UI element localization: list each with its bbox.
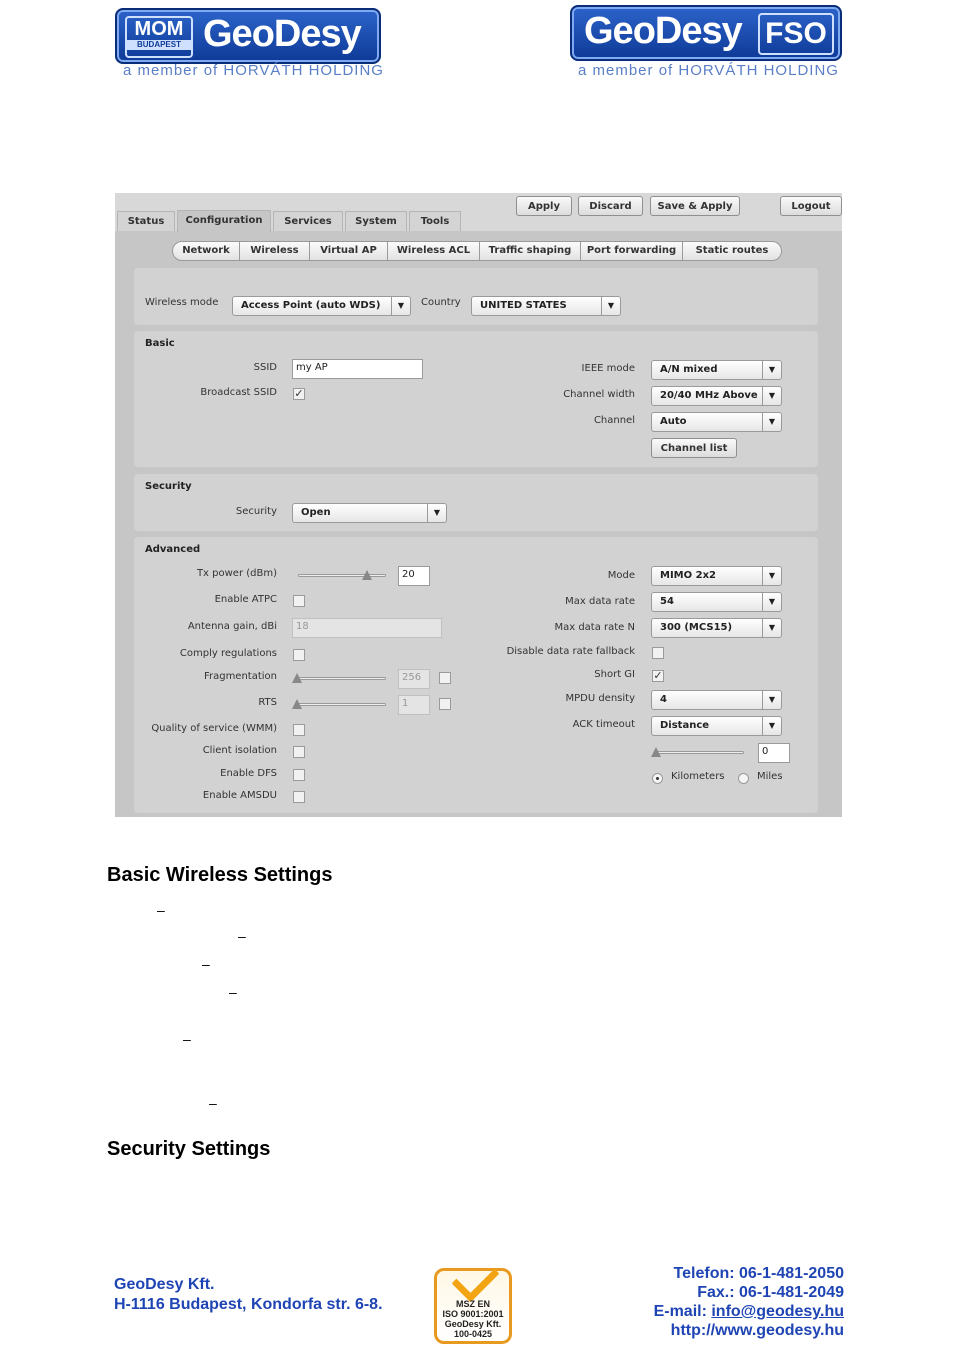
ack-timeout-label: ACK timeout [572, 719, 635, 730]
channel-width-label: Channel width [563, 389, 635, 400]
country-label: Country [421, 297, 461, 308]
geodesy-wordmark: GeoDesy [203, 13, 361, 55]
dash-item: – [183, 1031, 191, 1047]
distance-input[interactable]: 0 [758, 743, 790, 763]
antenna-gain-label: Antenna gain, dBi [187, 621, 277, 632]
chevron-down-icon: ▼ [762, 691, 781, 709]
channel-width-select[interactable]: 20/40 MHz Above ▼ [651, 386, 782, 406]
fragmentation-slider-thumb[interactable] [292, 673, 302, 683]
dash-item: – [229, 984, 237, 1000]
footer-email-link[interactable]: info@geodesy.hu [711, 1303, 844, 1320]
footer-address: H-1116 Budapest, Kondorfa str. 6-8. [114, 1296, 383, 1313]
chevron-down-icon: ▼ [427, 504, 446, 522]
dash-item: – [238, 928, 246, 944]
security-section [134, 474, 818, 531]
channel-select[interactable]: Auto ▼ [651, 412, 782, 432]
ieee-mode-select[interactable]: A/N mixed ▼ [651, 360, 782, 380]
max-data-rate-select[interactable]: 54 ▼ [651, 592, 782, 612]
wireless-mode-select[interactable]: Access Point (auto WDS) ▼ [232, 296, 411, 316]
dfs-label: Enable DFS [220, 768, 277, 779]
comply-checkbox[interactable] [293, 649, 305, 661]
security-label: Security [235, 506, 277, 517]
broadcast-ssid-checkbox[interactable]: ✓ [294, 387, 304, 400]
sub-navigation [172, 241, 782, 261]
geodesy-wordmark-fso: GeoDesy [584, 10, 742, 52]
mode-label: Mode [607, 570, 635, 581]
comply-label: Comply regulations [179, 648, 277, 659]
geodesy-fso-logo [570, 5, 842, 61]
mpdu-density-label: MPDU density [565, 693, 635, 704]
antenna-gain-input[interactable]: 18 [292, 618, 442, 638]
wireless-mode-label: Wireless mode [145, 297, 219, 308]
chevron-down-icon: ▼ [762, 593, 781, 611]
tx-power-slider-thumb[interactable] [362, 570, 372, 580]
tx-power-slider[interactable] [298, 574, 386, 577]
short-gi-checkbox[interactable]: ✓ [653, 669, 663, 682]
footer-web-link[interactable]: http://www.geodesy.hu [670, 1322, 844, 1339]
fallback-checkbox[interactable] [652, 647, 664, 659]
client-isolation-checkbox[interactable] [293, 746, 305, 758]
broadcast-ssid-label: Broadcast SSID [200, 387, 277, 398]
footer-company: GeoDesy Kft. [114, 1276, 215, 1293]
amsdu-checkbox[interactable] [293, 791, 305, 803]
kilometers-label: Kilometers [671, 771, 725, 782]
fragmentation-input[interactable]: 256 [398, 669, 430, 689]
tab-tools[interactable]: Tools [409, 211, 461, 231]
dfs-checkbox[interactable] [293, 769, 305, 781]
advanced-title: Advanced [145, 544, 201, 555]
tab-status[interactable]: Status [117, 211, 175, 231]
footer-email-line: E-mail: info@geodesy.hu [653, 1303, 844, 1320]
miles-label: Miles [757, 771, 783, 782]
subnav-network[interactable]: Network [173, 242, 240, 260]
dash-item: – [157, 902, 165, 918]
atpc-checkbox[interactable] [293, 595, 305, 607]
short-gi-label: Short GI [594, 669, 635, 680]
security-title: Security [145, 481, 192, 492]
basic-title: Basic [145, 338, 175, 349]
fallback-label: Disable data rate fallback [506, 646, 635, 657]
discard-button[interactable]: Discard [578, 196, 643, 216]
ssid-label: SSID [253, 362, 277, 373]
chevron-down-icon: ▼ [601, 297, 620, 315]
kilometers-radio[interactable] [652, 773, 663, 784]
rts-input[interactable]: 1 [398, 695, 430, 715]
right-tagline: a member of HORVÁTH HOLDING [578, 62, 839, 79]
apply-button[interactable]: Apply [516, 196, 572, 216]
footer-fax: Fax.: 06-1-481-2049 [697, 1284, 844, 1301]
rts-checkbox[interactable] [439, 698, 451, 710]
left-tagline: a member of HORVÁTH HOLDING [123, 62, 384, 79]
country-select[interactable]: UNITED STATES ▼ [471, 296, 621, 316]
tx-power-label: Tx power (dBm) [196, 568, 277, 579]
ieee-mode-label: IEEE mode [581, 363, 635, 374]
chevron-down-icon: ▼ [762, 413, 781, 431]
rts-label: RTS [258, 697, 277, 708]
client-isolation-label: Client isolation [202, 745, 277, 756]
distance-slider-thumb[interactable] [651, 747, 661, 757]
fragmentation-label: Fragmentation [203, 671, 277, 682]
max-data-rate-n-select[interactable]: 300 (MCS15) ▼ [651, 618, 782, 638]
subnav-virtual-ap[interactable]: Virtual AP [310, 242, 388, 260]
mpdu-density-select[interactable]: 4 ▼ [651, 690, 782, 710]
dash-item: – [209, 1095, 217, 1111]
check-icon [451, 1254, 499, 1302]
distance-slider[interactable] [656, 751, 744, 754]
basic-section [134, 331, 818, 467]
atpc-label: Enable ATPC [214, 594, 277, 605]
security-settings-heading: Security Settings [107, 1138, 271, 1160]
qos-checkbox[interactable] [293, 724, 305, 736]
dash-item: – [202, 956, 210, 972]
iso-certificate-badge: MSZ EN ISO 9001:2001 GeoDesy Kft. 100-0425 [434, 1268, 512, 1344]
subnav-traffic-shaping[interactable]: Traffic shaping [480, 242, 581, 260]
fso-mark: FSO [758, 13, 834, 55]
qos-label: Quality of service (WMM) [151, 723, 277, 734]
chevron-down-icon: ▼ [391, 297, 410, 315]
mode-section [134, 268, 818, 325]
channel-list-button[interactable]: Channel list [651, 438, 737, 458]
logout-button[interactable]: Logout [780, 196, 842, 216]
geodesy-mom-logo [115, 8, 381, 64]
ack-timeout-select[interactable]: Distance ▼ [651, 716, 782, 736]
chevron-down-icon: ▼ [762, 361, 781, 379]
fragmentation-slider[interactable] [298, 677, 386, 680]
subnav-wireless[interactable]: Wireless [240, 242, 310, 260]
basic-wireless-heading: Basic Wireless Settings [107, 864, 333, 886]
miles-radio[interactable] [738, 773, 749, 784]
tx-power-input[interactable]: 20 [398, 566, 430, 586]
security-select[interactable]: Open ▼ [292, 503, 447, 523]
max-data-rate-label: Max data rate [565, 596, 635, 607]
mode-select[interactable]: MIMO 2x2 ▼ [651, 566, 782, 586]
advanced-section [134, 537, 818, 813]
max-data-rate-n-label: Max data rate N [554, 622, 635, 633]
subnav-port-forwarding[interactable]: Port forwarding [581, 242, 683, 260]
chevron-down-icon: ▼ [762, 717, 781, 735]
subnav-wireless-acl[interactable]: Wireless ACL [388, 242, 480, 260]
chevron-down-icon: ▼ [762, 567, 781, 585]
chevron-down-icon: ▼ [762, 387, 781, 405]
tab-configuration[interactable]: Configuration [177, 210, 271, 232]
channel-label: Channel [593, 415, 635, 426]
fragmentation-checkbox[interactable] [439, 672, 451, 684]
save-apply-button[interactable]: Save & Apply [650, 196, 740, 216]
amsdu-label: Enable AMSDU [202, 790, 277, 801]
tab-system[interactable]: System [345, 211, 407, 231]
footer-phone: Telefon: 06-1-481-2050 [673, 1265, 844, 1282]
tab-services[interactable]: Services [273, 211, 343, 231]
chevron-down-icon: ▼ [762, 619, 781, 637]
rts-slider[interactable] [298, 703, 386, 706]
router-config-screenshot [115, 193, 842, 817]
subnav-static-routes[interactable]: Static routes [695, 245, 769, 256]
mom-budapest-mark: MOM BUDAPEST [125, 16, 193, 58]
ssid-input[interactable]: my AP [292, 359, 423, 379]
rts-slider-thumb[interactable] [292, 699, 302, 709]
